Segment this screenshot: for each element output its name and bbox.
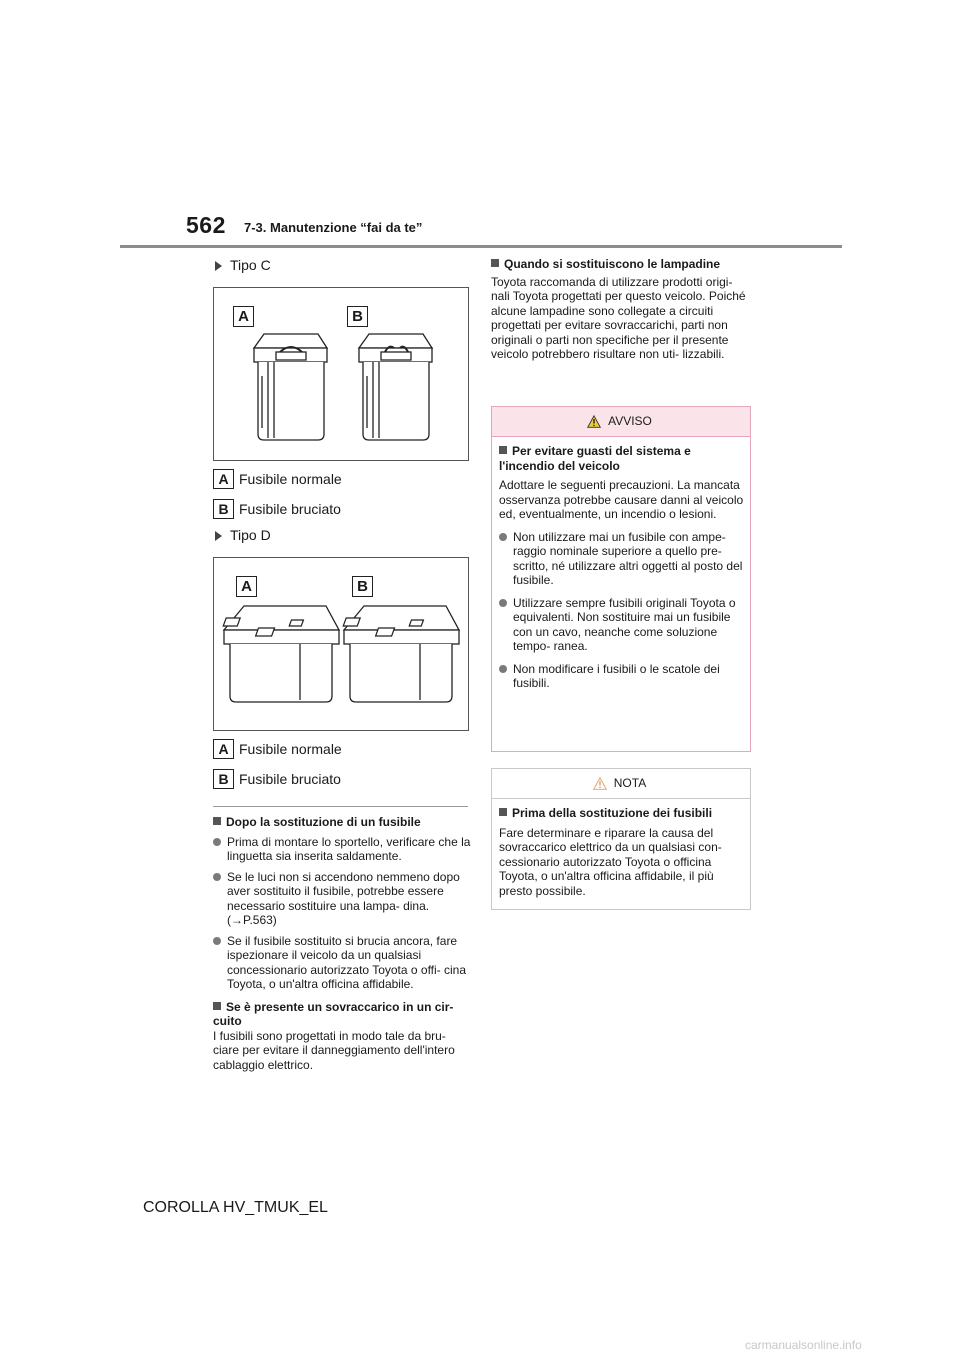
square-bullet-icon xyxy=(213,817,221,825)
bullet-text: Se le luci non si accendono nemmeno dopo aver sostituito il fusibile, potrebbe essere necessario sostituire una lampa- dina. (→P.563) xyxy=(227,869,460,927)
dot-bullet-icon xyxy=(213,937,221,945)
dot-bullet-icon xyxy=(499,533,507,541)
bullet-text: Non utilizzare mai un fusibile con ampe- raggio nominale superiore a quello pre- scritto, né utilizzare altri oggetti al posto del fusibile. xyxy=(513,529,743,587)
dot-bullet-icon xyxy=(499,665,507,673)
triangle-bullet-icon xyxy=(215,261,222,271)
warning-box: AVVISO Per evitare guasti del sistema e l'incendio del veicolo Adottare le seguenti precauzioni. La mancata osservanza potrebbe causare danni al veicolo ed, eventualmente, un incendio o lesioni. Non utilizzare mai un fusibile con ampe- raggio nominale superiore a quello pre- scritto, né utilizzare altri oggetti al posto del fusibile. Utilizzare sempre fusibili originali Toyota o equivalenti. Non sostituire mai un fusibile con un cavo, neanche come soluzione tempo- ranea. Non modificare i fusibili o le scatole dei fusibili. xyxy=(491,406,751,752)
legend-blown-c: B Fusibile bruciato xyxy=(213,499,341,519)
square-bullet-icon xyxy=(499,446,507,454)
note-header xyxy=(492,769,750,799)
legend-letter-b: B xyxy=(213,769,234,789)
page-number: 562 xyxy=(186,212,226,238)
square-bullet-icon xyxy=(491,259,499,267)
figure-tag-b: B xyxy=(352,576,373,597)
note-label: NOTA xyxy=(613,776,647,790)
bulbs-section: Quando si sostituiscono le lampadine Toyota raccomanda di utilizzare prodotti origi- nali Toyota progettati per questo veicolo. Poiché alcune lampadine sono collegate a circuiti progettati per evitare sovraccarichi, parti non originali o parti non specifiche per il presente veicolo potrebbero risultare non uti- lizzabili. xyxy=(491,257,753,362)
fuse-d-illustration xyxy=(214,558,468,730)
watermark: carmanualsonline.info xyxy=(745,1338,862,1352)
header-rule xyxy=(120,245,842,248)
legend-normal-c: A Fusibile normale xyxy=(213,469,342,489)
warning-header xyxy=(492,407,750,437)
bullet-text: Utilizzare sempre fusibili originali Toyota o equivalenti. Non sostituire mai un fusibile con un cavo, neanche come soluzione tempo- ranea. xyxy=(513,595,736,653)
figure-tag-a: A xyxy=(233,306,254,327)
figure-tag-a: A xyxy=(236,576,257,597)
note-box: NOTA Prima della sostituzione dei fusibili Fare determinare e riparare la causa del sovraccarico elettrico da un qualsiasi con- cessionario autorizzato Toyota o officina Toyota, o un'altra officina affidabile, il più presto possibile. xyxy=(491,768,751,910)
column-rule xyxy=(213,806,468,807)
fuse-type-c-figure xyxy=(213,287,469,461)
bulbs-text: Toyota raccomanda di utilizzare prodotti origi- nali Toyota progettati per questo veicolo. Poiché alcune lampadine sono collegate a circuiti progettati per evitare sovraccarichi, parti non originali o parti non specifiche per il presente veicolo potrebbero risultare non uti- lizzabili. xyxy=(491,274,746,361)
legend-letter-b: B xyxy=(213,499,234,519)
dot-bullet-icon xyxy=(213,838,221,846)
type-c-heading: Tipo C xyxy=(215,257,271,273)
fuse-type-d-figure xyxy=(213,557,469,731)
fuse-c-illustration xyxy=(214,288,468,460)
figure-tag-b: B xyxy=(347,306,368,327)
after-replace-section: Dopo la sostituzione di un fusibile Prima di montare lo sportello, verificare che la linguetta sia inserita saldamente. Se le luci non si accendono nemmeno dopo aver sostituito il fusibile, potrebbe essere necessario sostituire una lampa- dina. (→P.563) Se il fusibile sostituito si brucia ancora, fare ispezionare il veicolo da un qualsiasi concessionario autorizzato Toyota o offi- cina Toyota, o un'altra officina affidabile. Se è presente un sovraccarico in un cir- cuito I fusibili sono progettati in modo tale da bru- ciare per evitare il danneggiamento dell'intero cablaggio elettrico. xyxy=(213,815,471,1072)
legend-letter-a: A xyxy=(213,469,234,489)
note-text: Fare determinare e riparare la causa del sovraccarico elettrico da un qualsiasi con- cessionario autorizzato Toyota o officina Toyota, o un'altra officina affidabile, il più presto possibile. xyxy=(499,825,722,898)
legend-letter-a: A xyxy=(213,739,234,759)
legend-normal-d: A Fusibile normale xyxy=(213,739,342,759)
triangle-bullet-icon xyxy=(215,531,222,541)
legend-blown-d: B Fusibile bruciato xyxy=(213,769,341,789)
bullet-text: Se il fusibile sostituito si brucia ancora, fare ispezionare il veicolo da un qualsiasi concessionario autorizzato Toyota o offi- cina Toyota, o un'altra officina affidabile. xyxy=(227,933,467,991)
square-bullet-icon xyxy=(499,808,507,816)
type-d-heading: Tipo D xyxy=(215,527,271,543)
square-bullet-icon xyxy=(213,1002,221,1010)
warning-label: AVVISO xyxy=(608,414,652,428)
dot-bullet-icon xyxy=(499,599,507,607)
warning-intro: Adottare le seguenti precauzioni. La mancata osservanza potrebbe causare danni al veicolo ed, eventualmente, un incendio o lesioni. xyxy=(499,478,744,521)
bullet-text: Non modificare i fusibili o le scatole dei fusibili. xyxy=(513,661,720,690)
overload-text: I fusibili sono progettati in modo tale da bru- ciare per evitare il danneggiamento dell'intero cablaggio elettrico. xyxy=(213,1028,455,1072)
dot-bullet-icon xyxy=(213,873,221,881)
bullet-text: Prima di montare lo sportello, verificare che la linguetta sia inserita saldamente. xyxy=(227,834,471,863)
section-title: 7-3. Manutenzione “fai da te” xyxy=(244,220,423,235)
footer-model: COROLLA HV_TMUK_EL xyxy=(143,1199,328,1216)
